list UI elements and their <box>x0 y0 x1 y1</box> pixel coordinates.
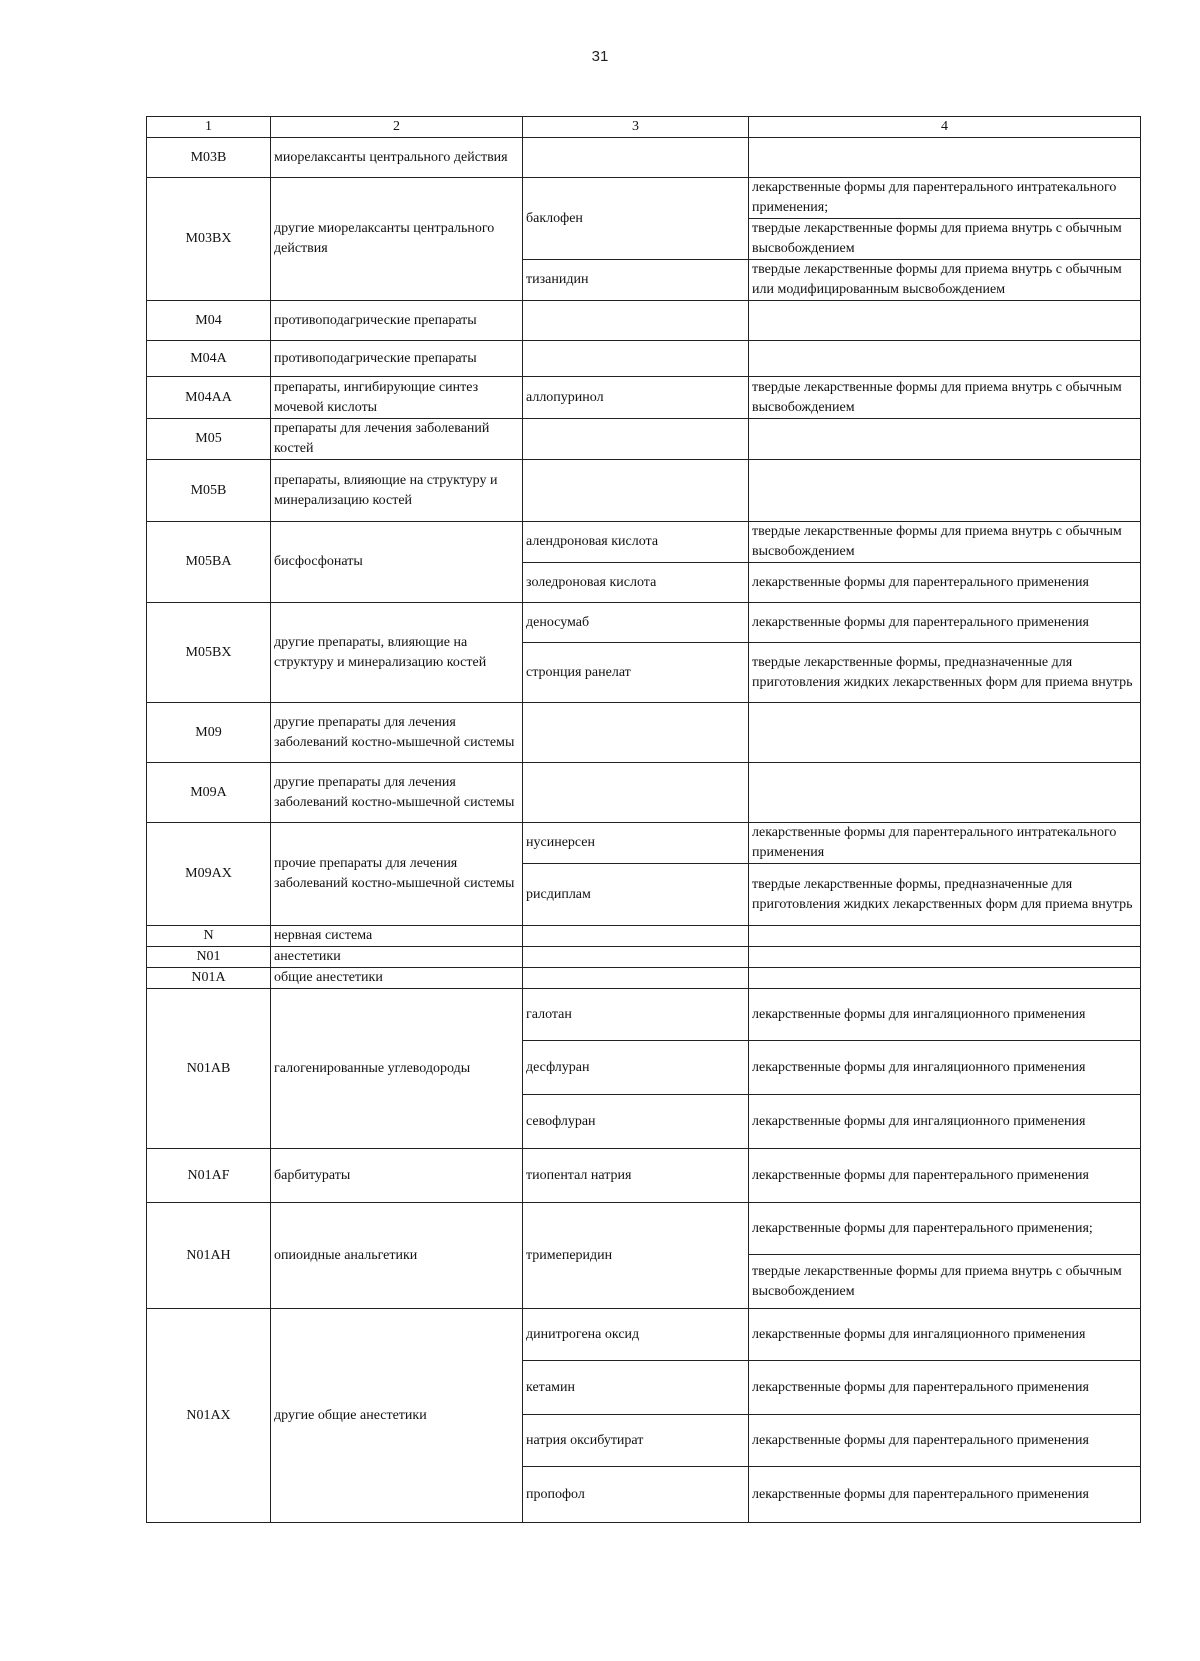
drug-name: тиопентал натрия <box>523 1149 749 1203</box>
atc-code: M09A <box>147 763 271 823</box>
drug-name: натрия оксибутират <box>523 1415 749 1467</box>
dosage-form: лекарственные формы для парентерального интратекального применения <box>749 823 1141 864</box>
dosage-form <box>749 947 1141 968</box>
atc-code: M05 <box>147 419 271 460</box>
table-row <box>147 377 1141 419</box>
group-name: бисфосфонаты <box>271 522 523 603</box>
atc-code: N01AH <box>147 1203 271 1309</box>
dosage-form <box>749 926 1141 947</box>
dosage-form: лекарственные формы для парентерального применения <box>749 603 1141 643</box>
table-row <box>147 926 1141 947</box>
dosage-form <box>749 341 1141 377</box>
drug-name: севофлуран <box>523 1095 749 1149</box>
drug-name <box>523 763 749 823</box>
drug-name: кетамин <box>523 1361 749 1415</box>
group-name: другие препараты, влияющие на структуру и минерализацию костей <box>271 603 523 703</box>
drug-name: галотан <box>523 989 749 1041</box>
table-row <box>147 301 1141 341</box>
table-row <box>147 947 1141 968</box>
dosage-form <box>749 419 1141 460</box>
drug-name <box>523 301 749 341</box>
dosage-form: твердые лекарственные формы для приема внутрь с обычным высвобождением <box>749 522 1141 563</box>
dosage-form: лекарственные формы для ингаляционного применения <box>749 989 1141 1041</box>
group-name: барбитураты <box>271 1149 523 1203</box>
atc-code: M04 <box>147 301 271 341</box>
drug-name: нусинерсен <box>523 823 749 864</box>
group-name: общие анестетики <box>271 968 523 989</box>
group-name: другие миорелаксанты центрального действия <box>271 178 523 301</box>
group-name: препараты для лечения заболеваний костей <box>271 419 523 460</box>
group-name: прочие препараты для лечения заболеваний костно-мышечной системы <box>271 823 523 926</box>
atc-code: M05B <box>147 460 271 522</box>
column-header-4: 4 <box>749 117 1141 138</box>
drug-name <box>523 138 749 178</box>
column-header-2: 2 <box>271 117 523 138</box>
dosage-form: лекарственные формы для парентерального применения <box>749 1149 1141 1203</box>
page-number: 31 <box>591 48 609 65</box>
drug-name: рисдиплам <box>523 864 749 926</box>
dosage-form <box>749 763 1141 823</box>
dosage-form: твердые лекарственные формы для приема внутрь с обычным или модифицированным высвобождением <box>749 260 1141 301</box>
drug-name: тримеперидин <box>523 1203 749 1309</box>
table-row <box>147 823 1141 864</box>
drug-name: динитрогена оксид <box>523 1309 749 1361</box>
table-row <box>147 419 1141 460</box>
column-header-3: 3 <box>523 117 749 138</box>
group-name: другие препараты для лечения заболеваний костно-мышечной системы <box>271 763 523 823</box>
column-header-1: 1 <box>147 117 271 138</box>
atc-code: N01AF <box>147 1149 271 1203</box>
table-row <box>147 763 1141 823</box>
dosage-form: лекарственные формы для ингаляционного применения <box>749 1309 1141 1361</box>
atc-code: N01A <box>147 968 271 989</box>
table-row <box>147 1149 1141 1203</box>
group-name: препараты, влияющие на структуру и минерализацию костей <box>271 460 523 522</box>
table-row <box>147 603 1141 643</box>
drug-name <box>523 703 749 763</box>
atc-code: M09AX <box>147 823 271 926</box>
table-body <box>147 138 1141 1523</box>
group-name: другие препараты для лечения заболеваний костно-мышечной системы <box>271 703 523 763</box>
atc-code: M09 <box>147 703 271 763</box>
table-row <box>147 460 1141 522</box>
drug-name: стронция ранелат <box>523 643 749 703</box>
dosage-form: твердые лекарственные формы для приема внутрь с обычным высвобождением <box>749 1255 1141 1309</box>
drug-name: пропофол <box>523 1467 749 1523</box>
atc-code: M04AA <box>147 377 271 419</box>
dosage-form: лекарственные формы для ингаляционного применения <box>749 1095 1141 1149</box>
dosage-form: твердые лекарственные формы для приема внутрь с обычным высвобождением <box>749 377 1141 419</box>
dosage-form: лекарственные формы для парентерального применения <box>749 1467 1141 1523</box>
group-name: противоподагрические препараты <box>271 301 523 341</box>
group-name: препараты, ингибирующие синтез мочевой кислоты <box>271 377 523 419</box>
table-row <box>147 703 1141 763</box>
group-name: опиоидные анальгетики <box>271 1203 523 1309</box>
atc-code: N01 <box>147 947 271 968</box>
dosage-form: лекарственные формы для парентерального применения <box>749 1361 1141 1415</box>
drug-name <box>523 926 749 947</box>
drug-name: баклофен <box>523 178 749 260</box>
header-row <box>147 117 1141 138</box>
dosage-form <box>749 703 1141 763</box>
drug-name <box>523 341 749 377</box>
dosage-form: твердые лекарственные формы, предназначенные для приготовления жидких лекарственных форм для приема внутрь <box>749 643 1141 703</box>
dosage-form: твердые лекарственные формы для приема внутрь с обычным высвобождением <box>749 219 1141 260</box>
atc-code: M05BX <box>147 603 271 703</box>
drug-table <box>146 116 1141 1523</box>
atc-code: M03BX <box>147 178 271 301</box>
drug-name: десфлуран <box>523 1041 749 1095</box>
table-row <box>147 968 1141 989</box>
dosage-form <box>749 460 1141 522</box>
dosage-form: лекарственные формы для парентерального применения; <box>749 1203 1141 1255</box>
group-name: галогенированные углеводороды <box>271 989 523 1149</box>
atc-code: M05BA <box>147 522 271 603</box>
table-row <box>147 138 1141 178</box>
table-row <box>147 522 1141 563</box>
group-name: миорелаксанты центрального действия <box>271 138 523 178</box>
table-row <box>147 989 1141 1041</box>
drug-name: золедроновая кислота <box>523 563 749 603</box>
group-name: анестетики <box>271 947 523 968</box>
atc-code: N01AX <box>147 1309 271 1523</box>
dosage-form: лекарственные формы для парентерального интратекального применения; <box>749 178 1141 219</box>
dosage-form <box>749 301 1141 341</box>
dosage-form: лекарственные формы для парентерального применения <box>749 563 1141 603</box>
table-row <box>147 178 1141 219</box>
drug-name <box>523 947 749 968</box>
dosage-form <box>749 138 1141 178</box>
dosage-form: лекарственные формы для парентерального применения <box>749 1415 1141 1467</box>
drug-name: алендроновая кислота <box>523 522 749 563</box>
dosage-form <box>749 968 1141 989</box>
table-row <box>147 341 1141 377</box>
table-row <box>147 1309 1141 1361</box>
group-name: нервная система <box>271 926 523 947</box>
atc-code: N <box>147 926 271 947</box>
drug-name: тизанидин <box>523 260 749 301</box>
atc-code: M03B <box>147 138 271 178</box>
atc-code: M04A <box>147 341 271 377</box>
dosage-form: лекарственные формы для ингаляционного применения <box>749 1041 1141 1095</box>
drug-name <box>523 968 749 989</box>
drug-name: аллопуринол <box>523 377 749 419</box>
table-row <box>147 1203 1141 1255</box>
group-name: противоподагрические препараты <box>271 341 523 377</box>
drug-name: деносумаб <box>523 603 749 643</box>
dosage-form: твердые лекарственные формы, предназначенные для приготовления жидких лекарственных форм для приема внутрь <box>749 864 1141 926</box>
group-name: другие общие анестетики <box>271 1309 523 1523</box>
atc-code: N01AB <box>147 989 271 1149</box>
drug-name <box>523 460 749 522</box>
drug-name <box>523 419 749 460</box>
